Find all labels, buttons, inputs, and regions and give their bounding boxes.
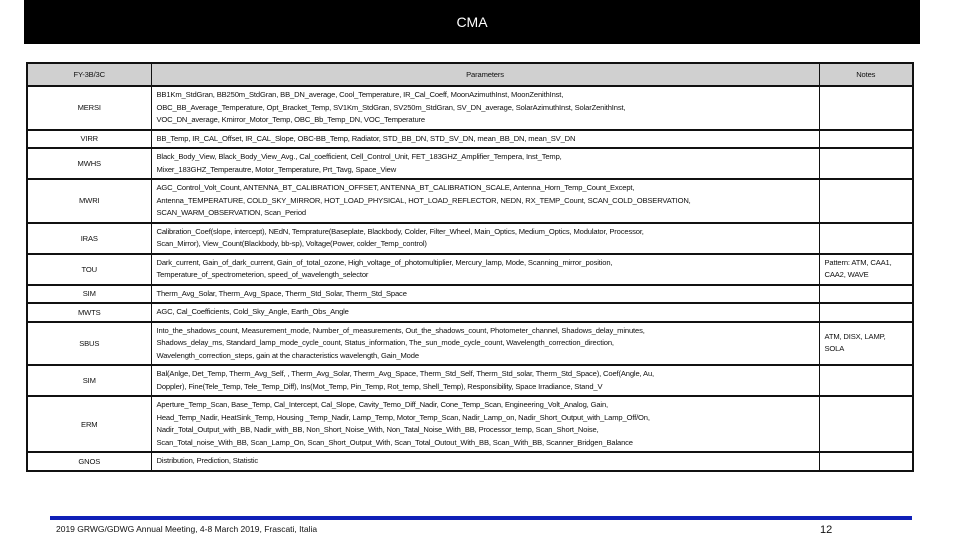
table-row bbox=[27, 322, 913, 366]
notes-cell bbox=[819, 148, 913, 179]
instrument-cell: MWHS bbox=[27, 148, 151, 179]
instrument-cell: SIM bbox=[27, 285, 151, 304]
parameters-line: Doppler), Fine(Tele_Temp, Tele_Temp_Diff), Ins(Mot_Temp, Pin_Temp, Rot_temp, Shell_Temp), Responsibility, Space Irradiance, Stand_V bbox=[156, 381, 603, 391]
instrument-cell: GNOS bbox=[27, 452, 151, 471]
table-row bbox=[27, 452, 913, 471]
notes-cell bbox=[819, 396, 913, 452]
instrument-cell: IRAS bbox=[27, 223, 151, 254]
notes-cell bbox=[819, 365, 913, 396]
notes-cell: Pattern: ATM, CAA1, CAA2, WAVE bbox=[819, 254, 913, 285]
parameters-cell bbox=[151, 365, 819, 396]
parameters-line: VOC_DN_average, Kmirror_Motor_Temp, OBC_Bb_Temp_DN, VOC_Temperature bbox=[156, 115, 425, 124]
parameters-line: Bal(Anlge, Det_Temp, Therm_Avg_Self, , Therm_Avg_Solar, Therm_Avg_Space, Therm_Std_Self, Therm_Std_solar, Therm_Std_Space), Coef(Angle, Au, bbox=[156, 369, 654, 378]
table-row bbox=[27, 396, 913, 452]
table-row bbox=[27, 303, 913, 322]
header-parameters: Parameters bbox=[151, 63, 819, 86]
parameters-line: Dark_current, Gain_of_dark_current, Gain_of_total_ozone, High_voltage_of_photomultiplier, Mercury_lamp, Mode, Scanning_mirror_position, bbox=[156, 257, 613, 267]
parameters-line: Distribution, Prediction, Statistic bbox=[156, 456, 259, 465]
table-row bbox=[27, 285, 913, 304]
parameters-line: Scan_Total_noise_With_BB, Scan_Lamp_On, Scan_Short_Output_With, Scan_Total_Outout_With_BB, Scan_With_BB, Scanner_Bridgen_Balance bbox=[156, 437, 633, 447]
parameters-line: BB_Temp, IR_CAL_Offset, IR_CAL_Slope, OBC-BB_Temp, Radiator, STD_BB_DN, STD_SV_DN, mean_BB_DN, mean_SV_DN bbox=[156, 133, 576, 143]
instrument-cell: VIRR bbox=[27, 130, 151, 149]
parameters-line: AGC, Cal_Coefficients, Cold_Sky_Angle, Earth_Obs_Angle bbox=[156, 307, 349, 316]
table-row bbox=[27, 254, 913, 285]
parameters-cell bbox=[151, 303, 819, 322]
parameters-line: Temperature_of_spectrometerion, speed_of_wavelength_selector bbox=[156, 270, 369, 279]
parameters-table bbox=[26, 62, 914, 472]
notes-cell bbox=[819, 285, 913, 304]
instrument-cell: SIM bbox=[27, 365, 151, 396]
header-notes: Notes bbox=[819, 63, 913, 86]
notes-cell bbox=[819, 179, 913, 223]
footer-text: 2019 GRWG/GDWG Annual Meeting, 4-8 March 2019, Frascati, Italia bbox=[56, 524, 318, 534]
slide-title-bar bbox=[24, 0, 920, 44]
table-row bbox=[27, 148, 913, 179]
parameters-cell bbox=[151, 130, 819, 149]
notes-cell bbox=[819, 452, 913, 471]
parameters-cell bbox=[151, 86, 819, 130]
table-row bbox=[27, 130, 913, 149]
table-row bbox=[27, 365, 913, 396]
parameters-line: Black_Body_View, Black_Body_View_Avg., Cal_coefficient, Cell_Control_Unit, FET_183GHZ_Amplifier_Tempera, Inst_Temp, bbox=[156, 152, 562, 161]
parameters-cell bbox=[151, 322, 819, 366]
parameters-cell bbox=[151, 396, 819, 452]
footer-divider bbox=[50, 516, 912, 520]
instrument-cell: ERM bbox=[27, 396, 151, 452]
notes-cell bbox=[819, 86, 913, 130]
parameters-line: Scan_Mirror), View_Count(Blackbody, bb-sp), Voltage(Power, colder_Temp_control) bbox=[156, 239, 427, 248]
parameters-cell bbox=[151, 254, 819, 285]
parameters-line: Shadows_delay_ms, Standard_lamp_mode_cycle_count, Status_information, The_sun_mode_cycle_count, Wavelength_correction_direction, bbox=[156, 338, 614, 347]
parameters-cell bbox=[151, 223, 819, 254]
parameters-cell bbox=[151, 452, 819, 471]
notes-cell: ATM, DISX, LAMP, SOLA bbox=[819, 322, 913, 366]
parameters-line: BB1Km_StdGran, BB250m_StdGran, BB_DN_average, Cool_Temperature, IR_Cal_Coeff, MoonAzimuthInst, MoonZenithInst, bbox=[156, 90, 564, 99]
parameters-line: OBC_BB_Average_Temperature, Opt_Bracket_Temp, SV1Km_StdGran, SV250m_StdGran, SV_DN_average, SolarAzimuthInst, SolarZenithInst, bbox=[156, 102, 626, 112]
parameters-cell bbox=[151, 148, 819, 179]
instrument-cell: MERSI bbox=[27, 86, 151, 130]
slide-title: CMA bbox=[456, 14, 488, 30]
instrument-cell: TOU bbox=[27, 254, 151, 285]
parameters-line: AGC_Control_Volt_Count, ANTENNA_BT_CALIBRATION_OFFSET, ANTENNA_BT_CALIBRATION_SCALE, Antenna_Horn_Temp_Count_Except, bbox=[156, 183, 635, 192]
parameters-line: Into_the_shadows_count, Measurement_mode, Number_of_measurements, Out_the_shadows_count, Photometer_channel, Shadows_delay_minutes, bbox=[156, 325, 645, 335]
instrument-cell: MWTS bbox=[27, 303, 151, 322]
parameters-line: Aperture_Temp_Scan, Base_Temp, Cal_Intercept, Cal_Slope, Cavity_Temo_Diff_Nadir, Cone_Temp_Scan, Engineering_Volt_Analog, Gain, bbox=[156, 400, 608, 409]
instrument-cell: MWRI bbox=[27, 179, 151, 223]
table-row bbox=[27, 86, 913, 130]
table-header-row bbox=[27, 63, 913, 86]
table-row bbox=[27, 179, 913, 223]
instrument-cell: SBUS bbox=[27, 322, 151, 366]
notes-cell bbox=[819, 303, 913, 322]
parameters-line: Head_Temp_Nadir, HeatSink_Temp, Housing _Temp_Nadir, Lamp_Temp, Motor_Temp_Scan, Nadir_Lamp_on, Nadir_Short_Output_with_Lamp_Off/On, bbox=[156, 412, 650, 422]
parameters-line: Antenna_TEMPERATURE, COLD_SKY_MIRROR, HOT_LOAD_PHYSICAL, HOT_LOAD_REFLECTOR, NEDN, RX_TEMP_Count, SCAN_COLD_OBSERVATION, bbox=[156, 195, 691, 205]
parameters-line: Nadir_Total_Output_with_BB, Nadir_with_BB, Non_Short_Noise_With, Non_Tatal_Noise_With_BB, Processor_temp, Scan_Short_Noise, bbox=[156, 425, 599, 434]
notes-cell bbox=[819, 223, 913, 254]
parameters-line: Calibration_Coef(slope, intercept), NEdN, Temprature(Baseplate, Blackbody, Colder, Filter_Wheel, Main_Optics, Medium_Optics, Modulator, Processor, bbox=[156, 226, 644, 236]
table-row bbox=[27, 223, 913, 254]
page-number: 12 bbox=[820, 524, 833, 536]
notes-cell bbox=[819, 130, 913, 149]
parameters-line: SCAN_WARM_OBSERVATION, Scan_Period bbox=[156, 208, 306, 217]
parameters-cell bbox=[151, 285, 819, 304]
parameters-line: Therm_Avg_Solar, Therm_Avg_Space, Therm_Std_Solar, Therm_Std_Space bbox=[156, 288, 407, 298]
header-satellite: FY-3B/3C bbox=[27, 63, 151, 86]
parameters-cell bbox=[151, 179, 819, 223]
parameters-line: Mixer_183GHZ_Temperautre, Motor_Temperature, Prt_Tavg, Space_View bbox=[156, 164, 397, 174]
parameters-line: Wavelength_correction_steps, gain at the characteristics wavelength, Gain_Mode bbox=[156, 350, 419, 360]
